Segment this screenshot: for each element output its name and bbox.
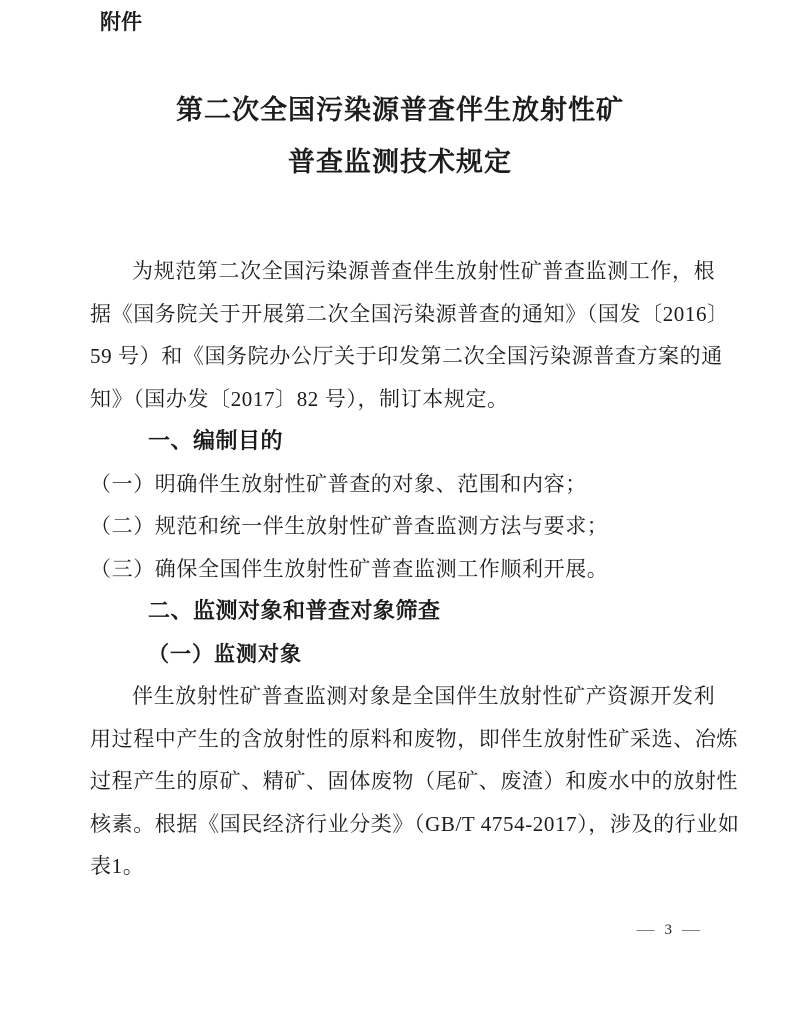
section-heading-1: 一、编制目的 (148, 428, 284, 453)
title-line-2: 普查监测技术规定 (288, 147, 512, 177)
list-item-2: （二）规范和统一伴生放射性矿普查监测方法与要求； (90, 514, 609, 538)
list-item-3: （三）确保全国伴生放射性矿普查监测工作顺利开展。 (90, 556, 609, 581)
footer-left-dash: — (636, 919, 655, 939)
title-line-1: 第二次全国污染源普查伴生放射性矿 (176, 95, 624, 125)
paragraph-line: 为规范第二次全国污染源普查伴生放射性矿普查监测工作，根 (132, 259, 716, 283)
footer-right-dash: — (682, 919, 700, 939)
paragraph-line: 核素。根据《国民经济行业分类》（GB/T 4754-2017），涉及的行业如 (90, 811, 740, 836)
paragraph-line: 据《国务院关于开展第二次全国污染源普查的通知》（国发〔2016〕 (90, 301, 729, 326)
page-number: 3 (664, 922, 672, 938)
subsection-heading: （一）监测对象 (148, 641, 302, 666)
paragraph-line: 知》（国办发〔2017〕82 号），制订本规定。 (90, 386, 509, 411)
paragraph-line: 伴生放射性矿普查监测对象是全国伴生放射性矿产资源开发利 (132, 684, 716, 708)
section-heading-2: 二、监测对象和普查对象筛查 (148, 598, 441, 623)
document-body (90, 250, 740, 888)
list-item-1: （一）明确伴生放射性矿普查的对象、范围和内容； (90, 471, 587, 496)
paragraph-line: 用过程中产生的含放射性的原料和废物，即伴生放射性矿采选、冶炼 (90, 726, 738, 751)
paragraph-line: 表1。 (90, 854, 145, 878)
page-footer (637, 918, 701, 941)
paragraph-line: 59 号）和《国务院办公厅关于印发第二次全国污染源普查方案的通 (90, 344, 723, 368)
document-title (90, 84, 710, 188)
attachment-label: 附件 (100, 11, 142, 34)
paragraph-line: 过程产生的原矿、精矿、固体废物（尾矿、废渣）和废水中的放射性 (90, 769, 738, 793)
